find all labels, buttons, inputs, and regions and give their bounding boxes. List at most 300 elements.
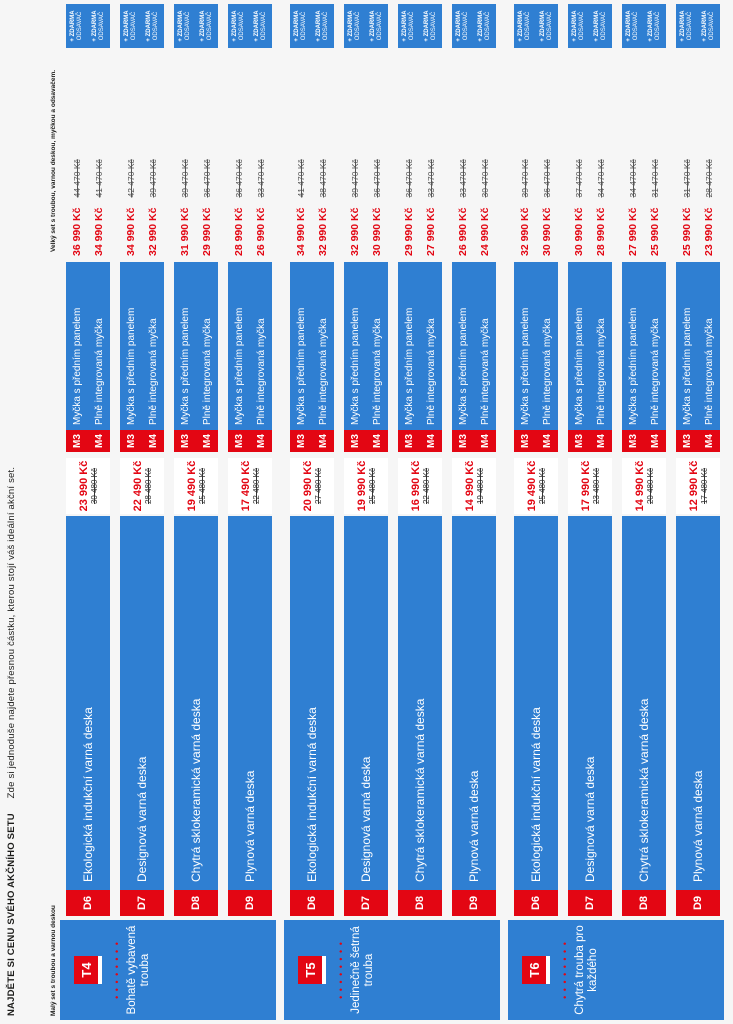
price-new: 22 490 Kč [131, 460, 144, 512]
hob-row-d7 [344, 516, 388, 916]
dishwasher-row-m4 [536, 262, 558, 452]
badge-line-2: ODSAVAČ [377, 11, 383, 41]
free-hood-badge [120, 4, 142, 48]
large-set-price [290, 159, 312, 256]
dishwasher-row-m4 [88, 262, 110, 452]
dishwasher-name: Myčka s předním panelem [179, 307, 191, 425]
large-set-price [452, 159, 474, 256]
dishwasher-name: Plně integrovaná myčka [595, 318, 607, 425]
price-old: 33 470 Kč [256, 159, 266, 198]
small-set-price [228, 458, 272, 514]
dishwasher-name: Myčka s předním panelem [71, 307, 83, 425]
free-hood-badge [452, 4, 474, 48]
badge-line-1: + ZDARMA [626, 10, 632, 42]
heading-title: NAJDĚTE SI CENU SVÉHO AKČNÍHO SETU [6, 813, 17, 1016]
dishwasher-row-m4 [644, 262, 666, 452]
dishwasher-code-badge: M4 [644, 430, 666, 452]
free-hood-badge [676, 4, 698, 48]
badge-line-1: + ZDARMA [478, 10, 484, 42]
large-set-price [590, 159, 612, 256]
price-new: 14 990 Kč [463, 460, 476, 512]
dishwasher-row-m3 [290, 262, 312, 452]
large-set-price [120, 159, 142, 256]
large-set-price [568, 159, 590, 256]
price-new: 29 990 Kč [201, 207, 213, 256]
dishwasher-name: Plně integrovaná myčka [649, 318, 661, 425]
price-old: 19 480 Kč [475, 467, 485, 505]
oven-label-t5 [284, 920, 500, 1020]
price-old: 28 470 Kč [704, 159, 714, 198]
price-old: 39 470 Kč [350, 159, 360, 198]
dishwasher-row-m4 [366, 262, 388, 452]
dishwasher-code-badge: M3 [452, 430, 474, 452]
dishwasher-code-badge: M4 [142, 430, 164, 452]
dishwasher-row-m3 [66, 262, 88, 452]
dishwasher-code-badge: M3 [568, 430, 590, 452]
free-hood-badge [568, 4, 590, 48]
hob-name: Chytrá sklokeramická varná deska [413, 698, 427, 882]
price-new: 24 990 Kč [479, 207, 491, 256]
dishwasher-code-badge: M4 [698, 430, 720, 452]
hob-row-d7 [120, 516, 164, 916]
dishwasher-code-badge: M4 [590, 430, 612, 452]
small-set-price [66, 458, 110, 514]
dishwasher-row-m3 [568, 262, 590, 452]
hob-code-badge: D9 [676, 890, 720, 916]
small-set-price [622, 458, 666, 514]
hob-code-badge: D6 [514, 890, 558, 916]
price-old: 39 470 Kč [520, 159, 530, 198]
price-old: 36 470 Kč [234, 159, 244, 198]
hob-row-d6 [514, 516, 558, 916]
price-old: 23 480 Kč [591, 467, 601, 505]
dishwasher-name: Plně integrovaná myčka [201, 318, 213, 425]
badge-line-1: + ZDARMA [424, 10, 430, 42]
price-old: 39 470 Kč [148, 159, 158, 198]
large-set-price [514, 159, 536, 256]
badge-line-2: ODSAVAČ [239, 11, 245, 41]
badge-line-2: ODSAVAČ [463, 11, 469, 41]
badge-line-1: + ZDARMA [456, 10, 462, 42]
price-old: 36 470 Kč [372, 159, 382, 198]
dishwasher-name: Myčka s předním panelem [233, 307, 245, 425]
free-hood-badge [174, 4, 196, 48]
dishwasher-code-badge: M4 [474, 430, 496, 452]
price-new: 17 490 Kč [239, 460, 252, 512]
oven-name: Bohatě vybavená trouba [126, 925, 151, 1015]
badge-line-1: + ZDARMA [594, 10, 600, 42]
hob-code-badge: D6 [290, 890, 334, 916]
price-new: 34 990 Kč [93, 207, 105, 256]
free-hood-badge [622, 4, 644, 48]
large-set-price [536, 159, 558, 256]
price-old: 28 480 Kč [143, 467, 153, 505]
badge-line-2: ODSAVAČ [261, 11, 267, 41]
large-set-price [196, 159, 218, 256]
small-set-price [676, 458, 720, 514]
price-old: 25 480 Kč [367, 467, 377, 505]
price-new: 34 990 Kč [295, 207, 307, 256]
price-new: 26 990 Kč [255, 207, 267, 256]
large-set-price [66, 159, 88, 256]
large-set-price [698, 159, 720, 256]
dots-divider: • • • • • • • • [112, 941, 122, 999]
large-set-price [228, 159, 250, 256]
badge-line-2: ODSAVAČ [547, 11, 553, 41]
dishwasher-row-m3 [514, 262, 536, 452]
hob-name: Ekologická indukční varná deska [81, 707, 95, 882]
badge-line-1: + ZDARMA [402, 10, 408, 42]
dishwasher-row-m4 [474, 262, 496, 452]
dishwasher-name: Myčka s předním panelem [519, 307, 531, 425]
dishwasher-name: Plně integrovaná myčka [425, 318, 437, 425]
badge-line-1: + ZDARMA [232, 10, 238, 42]
free-hood-badge [88, 4, 110, 48]
price-new: 16 990 Kč [409, 460, 422, 512]
price-new: 17 990 Kč [579, 460, 592, 512]
hob-row-d6 [66, 516, 110, 916]
hob-name: Designová varná deska [135, 756, 149, 882]
hob-row-d7 [568, 516, 612, 916]
dishwasher-code-badge: M4 [312, 430, 334, 452]
dishwasher-code-badge: M3 [398, 430, 420, 452]
price-old: 41 470 Kč [296, 159, 306, 198]
price-new: 32 990 Kč [349, 207, 361, 256]
large-set-price [312, 159, 334, 256]
price-old: 17 480 Kč [699, 467, 709, 505]
price-new: 30 990 Kč [371, 207, 383, 256]
hob-code-badge: D8 [622, 890, 666, 916]
price-old: 30 480 Kč [89, 467, 99, 505]
dishwasher-row-m4 [420, 262, 442, 452]
hob-name: Designová varná deska [359, 756, 373, 882]
badge-line-2: ODSAVAČ [301, 11, 307, 41]
badge-line-2: ODSAVAČ [323, 11, 329, 41]
badge-line-2: ODSAVAČ [185, 11, 191, 41]
free-hood-badge [514, 4, 536, 48]
dishwasher-row-m4 [196, 262, 218, 452]
price-new: 19 490 Kč [185, 460, 198, 512]
price-new: 19 990 Kč [355, 460, 368, 512]
free-hood-badge [590, 4, 612, 48]
hob-name: Ekologická indukční varná deska [529, 707, 543, 882]
caption-large-set: Velký set s troubou, varnou deskou, myčkou a odsavačem. [50, 69, 57, 252]
dishwasher-code-badge: M4 [366, 430, 388, 452]
price-new: 32 990 Kč [317, 207, 329, 256]
large-set-price [88, 159, 110, 256]
price-old: 36 470 Kč [404, 159, 414, 198]
dishwasher-name: Myčka s předním panelem [403, 307, 415, 425]
hob-row-d9 [452, 516, 496, 916]
dishwasher-row-m3 [228, 262, 250, 452]
dishwasher-name: Plně integrovaná myčka [147, 318, 159, 425]
badge-line-1: + ZDARMA [254, 10, 260, 42]
price-old: 34 470 Kč [596, 159, 606, 198]
price-old: 38 470 Kč [318, 159, 328, 198]
price-new: 23 990 Kč [77, 460, 90, 512]
price-new: 20 990 Kč [301, 460, 314, 512]
oven-code-badge: T4 [74, 956, 98, 984]
price-old: 33 470 Kč [426, 159, 436, 198]
small-set-price [568, 458, 612, 514]
hob-row-d8 [174, 516, 218, 916]
price-new: 30 990 Kč [573, 207, 585, 256]
dishwasher-code-badge: M4 [196, 430, 218, 452]
hob-name: Plynová varná deska [243, 770, 257, 882]
badge-line-1: + ZDARMA [124, 10, 130, 42]
price-new: 29 990 Kč [403, 207, 415, 256]
small-set-price [452, 458, 496, 514]
small-set-price [514, 458, 558, 514]
hob-row-d8 [622, 516, 666, 916]
hob-code-badge: D9 [452, 890, 496, 916]
hob-row-d8 [398, 516, 442, 916]
dishwasher-name: Myčka s předním panelem [681, 307, 693, 425]
price-old: 31 470 Kč [682, 159, 692, 198]
free-hood-badge [250, 4, 272, 48]
dishwasher-code-badge: M3 [174, 430, 196, 452]
dishwasher-code-badge: M4 [536, 430, 558, 452]
hob-code-badge: D8 [174, 890, 218, 916]
price-table [60, 0, 733, 1024]
badge-line-2: ODSAVAČ [409, 11, 415, 41]
price-new: 27 990 Kč [627, 207, 639, 256]
oven-name: Jedinečně šetrná trouba [350, 926, 375, 1014]
hob-name: Plynová varná deska [467, 770, 481, 882]
price-old: 41 470 Kč [94, 159, 104, 198]
dishwasher-name: Plně integrovaná myčka [317, 318, 329, 425]
badge-line-2: ODSAVAČ [99, 11, 105, 41]
free-hood-badge [398, 4, 420, 48]
dishwasher-row-m4 [590, 262, 612, 452]
dishwasher-row-m4 [312, 262, 334, 452]
hob-name: Ekologická indukční varná deska [305, 707, 319, 882]
dishwasher-row-m3 [622, 262, 644, 452]
dishwasher-code-badge: M4 [88, 430, 110, 452]
free-hood-badge [366, 4, 388, 48]
dishwasher-row-m3 [344, 262, 366, 452]
oven-name: Chytrá trouba pro každého [574, 925, 599, 1015]
large-set-price [474, 159, 496, 256]
free-hood-badge [474, 4, 496, 48]
price-new: 14 990 Kč [633, 460, 646, 512]
badge-line-2: ODSAVAČ [485, 11, 491, 41]
dishwasher-code-badge: M3 [228, 430, 250, 452]
hob-code-badge: D9 [228, 890, 272, 916]
badge-line-2: ODSAVAČ [579, 11, 585, 41]
price-new: 26 990 Kč [457, 207, 469, 256]
badge-line-1: + ZDARMA [648, 10, 654, 42]
dishwasher-name: Myčka s předním panelem [573, 307, 585, 425]
small-set-price [174, 458, 218, 514]
dishwasher-code-badge: M3 [66, 430, 88, 452]
dishwasher-row-m3 [676, 262, 698, 452]
dishwasher-row-m4 [142, 262, 164, 452]
free-hood-badge [290, 4, 312, 48]
badge-line-1: + ZDARMA [370, 10, 376, 42]
price-old: 42 470 Kč [126, 159, 136, 198]
dishwasher-code-badge: M3 [676, 430, 698, 452]
hob-name: Chytrá sklokeramická varná deska [637, 698, 651, 882]
large-set-price [174, 159, 196, 256]
dishwasher-row-m3 [174, 262, 196, 452]
price-old: 25 480 Kč [197, 467, 207, 505]
free-hood-badge [344, 4, 366, 48]
badge-line-2: ODSAVAČ [633, 11, 639, 41]
badge-line-1: + ZDARMA [518, 10, 524, 42]
dishwasher-code-badge: M3 [514, 430, 536, 452]
price-old: 20 480 Kč [645, 467, 655, 505]
price-new: 12 990 Kč [687, 460, 700, 512]
hob-code-badge: D8 [398, 890, 442, 916]
dishwasher-name: Plně integrovaná myčka [93, 318, 105, 425]
hob-code-badge: D6 [66, 890, 110, 916]
dishwasher-code-badge: M3 [290, 430, 312, 452]
dishwasher-name: Myčka s předním panelem [295, 307, 307, 425]
page-heading [6, 467, 17, 1016]
large-set-price [366, 159, 388, 256]
badge-line-2: ODSAVAČ [709, 11, 715, 41]
large-set-price [644, 159, 666, 256]
dots-divider: • • • • • • • • [560, 941, 570, 999]
badge-line-1: + ZDARMA [572, 10, 578, 42]
badge-line-2: ODSAVAČ [431, 11, 437, 41]
heading-description: Zde si jednoduše najdete přesnou částku, kterou stojí váš ideální akční set. [6, 466, 17, 799]
free-hood-badge [66, 4, 88, 48]
dishwasher-name: Plně integrovaná myčka [371, 318, 383, 425]
price-new: 25 990 Kč [649, 207, 661, 256]
dishwasher-name: Plně integrovaná myčka [479, 318, 491, 425]
free-hood-badge [698, 4, 720, 48]
badge-line-1: + ZDARMA [178, 10, 184, 42]
badge-line-2: ODSAVAČ [355, 11, 361, 41]
hob-name: Designová varná deska [583, 756, 597, 882]
hob-row-d9 [676, 516, 720, 916]
badge-line-1: + ZDARMA [702, 10, 708, 42]
price-new: 19 490 Kč [525, 460, 538, 512]
price-old: 27 480 Kč [313, 467, 323, 505]
price-new: 32 990 Kč [147, 207, 159, 256]
dishwasher-code-badge: M3 [120, 430, 142, 452]
badge-line-1: + ZDARMA [92, 10, 98, 42]
free-hood-badge [312, 4, 334, 48]
price-old: 22 480 Kč [251, 467, 261, 505]
badge-line-1: + ZDARMA [294, 10, 300, 42]
caption-small-set: Malý set s troubou a varnou deskou [50, 905, 57, 1016]
price-new: 31 990 Kč [179, 207, 191, 256]
large-set-price [622, 159, 644, 256]
dishwasher-row-m3 [452, 262, 474, 452]
price-old: 37 470 Kč [574, 159, 584, 198]
price-old: 31 470 Kč [650, 159, 660, 198]
dishwasher-name: Myčka s předním panelem [349, 307, 361, 425]
oven-code-badge: T6 [522, 956, 546, 984]
price-new: 28 990 Kč [595, 207, 607, 256]
badge-line-2: ODSAVAČ [601, 11, 607, 41]
oven-label-t4 [60, 920, 276, 1020]
dishwasher-name: Plně integrovaná myčka [541, 318, 553, 425]
small-set-price [120, 458, 164, 514]
badge-line-2: ODSAVAČ [525, 11, 531, 41]
price-new: 36 990 Kč [71, 207, 83, 256]
price-new: 32 990 Kč [519, 207, 531, 256]
hob-code-badge: D7 [344, 890, 388, 916]
badge-line-2: ODSAVAČ [153, 11, 159, 41]
price-old: 25 480 Kč [537, 467, 547, 505]
dishwasher-name: Plně integrovaná myčka [255, 318, 267, 425]
price-new: 28 990 Kč [233, 207, 245, 256]
badge-line-2: ODSAVAČ [77, 11, 83, 41]
badge-line-1: + ZDARMA [200, 10, 206, 42]
badge-line-1: + ZDARMA [540, 10, 546, 42]
badge-line-1: + ZDARMA [680, 10, 686, 42]
hob-code-badge: D7 [568, 890, 612, 916]
dishwasher-row-m3 [398, 262, 420, 452]
large-set-price [344, 159, 366, 256]
price-old: 36 470 Kč [202, 159, 212, 198]
free-hood-badge [420, 4, 442, 48]
oven-label-t6 [508, 920, 724, 1020]
badge-line-1: + ZDARMA [348, 10, 354, 42]
badge-line-1: + ZDARMA [146, 10, 152, 42]
badge-line-2: ODSAVAČ [207, 11, 213, 41]
small-set-price [344, 458, 388, 514]
price-old: 39 470 Kč [180, 159, 190, 198]
price-old: 33 470 Kč [458, 159, 468, 198]
price-new: 25 990 Kč [681, 207, 693, 256]
large-set-price [250, 159, 272, 256]
free-hood-badge [536, 4, 558, 48]
hob-name: Chytrá sklokeramická varná deska [189, 698, 203, 882]
dishwasher-name: Myčka s předním panelem [457, 307, 469, 425]
price-new: 30 990 Kč [541, 207, 553, 256]
hob-row-d9 [228, 516, 272, 916]
dishwasher-name: Myčka s předním panelem [125, 307, 137, 425]
price-new: 23 990 Kč [703, 207, 715, 256]
small-set-price [290, 458, 334, 514]
large-set-price [142, 159, 164, 256]
oven-code-badge: T5 [298, 956, 322, 984]
price-new: 34 990 Kč [125, 207, 137, 256]
dishwasher-name: Myčka s předním panelem [627, 307, 639, 425]
badge-line-1: + ZDARMA [70, 10, 76, 42]
dishwasher-row-m4 [698, 262, 720, 452]
price-old: 44 470 Kč [72, 159, 82, 198]
dishwasher-code-badge: M3 [622, 430, 644, 452]
price-old: 36 470 Kč [542, 159, 552, 198]
free-hood-badge [196, 4, 218, 48]
price-old: 22 480 Kč [421, 467, 431, 505]
badge-line-2: ODSAVAČ [655, 11, 661, 41]
dishwasher-row-m4 [250, 262, 272, 452]
dishwasher-name: Plně integrovaná myčka [703, 318, 715, 425]
large-set-price [420, 159, 442, 256]
badge-line-1: + ZDARMA [316, 10, 322, 42]
dishwasher-code-badge: M4 [420, 430, 442, 452]
badge-line-2: ODSAVAČ [131, 11, 137, 41]
hob-row-d6 [290, 516, 334, 916]
large-set-price [676, 159, 698, 256]
dots-divider: • • • • • • • • [336, 941, 346, 999]
large-set-price [398, 159, 420, 256]
free-hood-badge [228, 4, 250, 48]
dishwasher-row-m3 [120, 262, 142, 452]
dishwasher-code-badge: M4 [250, 430, 272, 452]
price-new: 27 990 Kč [425, 207, 437, 256]
price-old: 30 470 Kč [480, 159, 490, 198]
hob-name: Plynová varná deska [691, 770, 705, 882]
small-set-price [398, 458, 442, 514]
